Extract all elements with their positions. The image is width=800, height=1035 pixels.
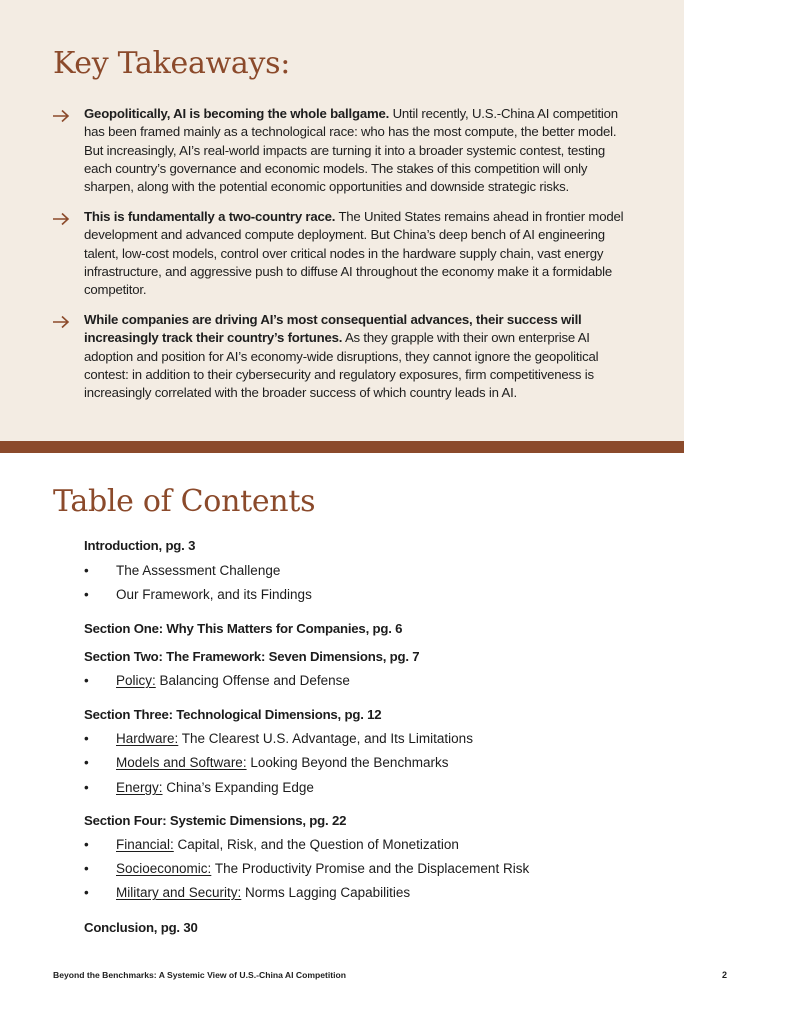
takeaway-lead: Geopolitically, AI is becoming the whole ballgame. (84, 106, 390, 121)
bullet: • (84, 755, 89, 770)
toc-link-financial[interactable]: Financial: (116, 837, 174, 852)
takeaway-item (84, 311, 632, 402)
toc-link-military-security[interactable]: Military and Security: (116, 885, 242, 900)
toc-link-energy[interactable]: Energy: (116, 780, 163, 795)
toc-item-text: The Productivity Promise and the Displacement Risk (211, 861, 530, 876)
takeaway-body: As they grapple with their own enterprise AI adoption and position for AI’s economy-wide disruptions, they cannot ignore the geopolitical contest: in addition to their cybersecurity and regulatory exposures, firm competitiveness is increasingly correlated with the broader success of which country leads in AI. (84, 330, 599, 401)
toc-item-text: Balancing Offense and Defense (155, 673, 350, 688)
toc-item-text: Our Framework, and its Findings (116, 587, 312, 602)
bullet: • (84, 885, 89, 900)
takeaway-item (84, 105, 632, 196)
toc-item-text: Norms Lagging Capabilities (241, 885, 411, 900)
toc-link-models-software[interactable]: Models and Software: (116, 755, 247, 770)
toc-item-text: The Clearest U.S. Advantage, and Its Limitations (178, 731, 473, 746)
toc-link-policy[interactable]: Policy: (116, 673, 156, 688)
takeaway-lead: While companies are driving AI’s most consequential advances, their success will increasingly track their country’s fortunes. (84, 312, 582, 346)
toc-section-one: Section One: Why This Matters for Companies, pg. 6 (84, 621, 403, 636)
arrow-right-icon (52, 109, 70, 123)
bullet: • (84, 861, 89, 876)
toc-heading: Table of Contents (53, 484, 316, 519)
takeaway-item (84, 208, 632, 299)
page-number: 2 (722, 970, 728, 980)
toc-link-hardware[interactable]: Hardware: (116, 731, 179, 746)
toc-item-text: China’s Expanding Edge (162, 780, 314, 795)
takeaway-body: The United States remains ahead in frontier model development and advanced compute deployment. But China’s deep bench of AI engineering talent, low-cost models, control over critical nodes in the hardware supply chain, vast energy infrastructure, and aggressive push to diffuse AI throughout the economy make it a formidable competitor. (84, 209, 624, 298)
toc-item-text: Looking Beyond the Benchmarks (246, 755, 449, 770)
toc-item-text: The Assessment Challenge (116, 563, 281, 578)
bullet: • (84, 563, 89, 578)
toc-link-socioeconomic[interactable]: Socioeconomic: (116, 861, 212, 876)
divider-bar (0, 441, 684, 453)
bullet: • (84, 780, 89, 795)
footer-title: Beyond the Benchmarks: A Systemic View of U.S.-China AI Competition (53, 970, 347, 980)
toc-conclusion: Conclusion, pg. 30 (84, 920, 198, 935)
toc-section-two: Section Two: The Framework: Seven Dimensions, pg. 7 (84, 649, 420, 664)
bullet: • (84, 731, 89, 746)
toc-intro: Introduction, pg. 3 (84, 538, 196, 553)
bullet: • (84, 673, 89, 688)
takeaway-lead: This is fundamentally a two-country race. (84, 209, 336, 224)
arrow-right-icon (52, 315, 70, 329)
toc-section-four: Section Four: Systemic Dimensions, pg. 22 (84, 813, 347, 828)
toc-item-text: Capital, Risk, and the Question of Monetization (173, 837, 459, 852)
takeaway-body: Until recently, U.S.-China AI competition has been framed mainly as a technological race: who has the most compute, the better model. But increasingly, AI’s real-world impacts are turning it into a broader systemic contest, testing each country’s governance and economic models. The stakes of this competition will only sharpen, along with the potential economic opportunities and downside strategic risks. (84, 106, 618, 195)
bullet: • (84, 587, 89, 602)
toc-section-three: Section Three: Technological Dimensions, pg. 12 (84, 707, 382, 722)
arrow-right-icon (52, 212, 70, 226)
bullet: • (84, 837, 89, 852)
key-takeaways-heading: Key Takeaways: (53, 46, 291, 81)
